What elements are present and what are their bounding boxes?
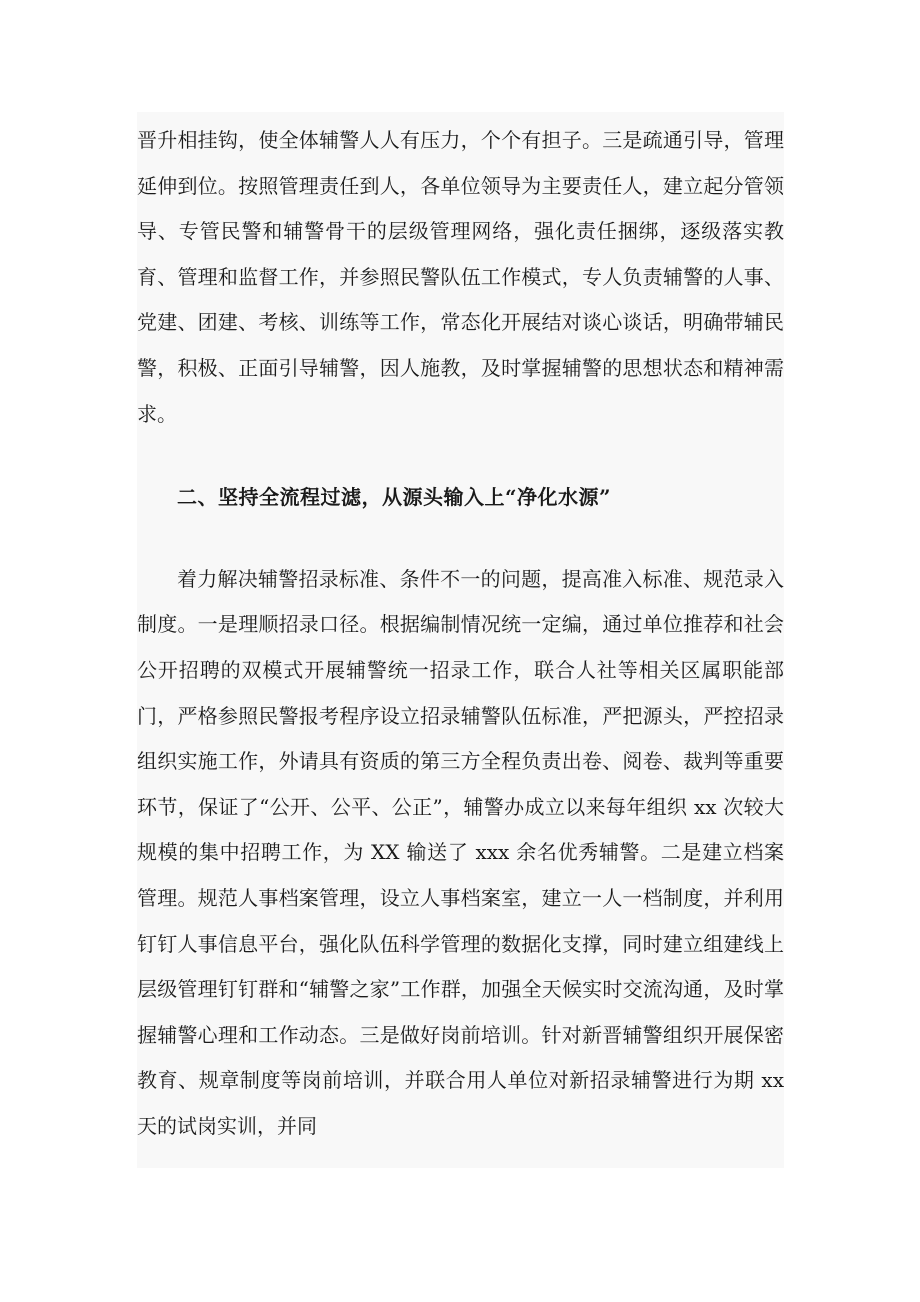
paragraph-continued: 晋升相挂钩，使全体辅警人人有压力，个个有担子。三是疏通引导，管理延伸到位。按照管理责任到人，各单位领导为主要责任人，建立起分管领导、专管民警和辅警骨干的层级管理网络，强化责任捆绑，逐级落实教育、管理和监督工作，并参照民警队伍工作模式，专人负责辅警的人事、党建、团建、考核、训练等工作，常态化开展结对谈心谈话，明确带辅民警，积极、正面引导辅警，因人施教，及时掌握辅警的思想状态和精神需求。 [137, 128, 784, 426]
section-heading: 二、坚持全流程过滤，从源头输入上“净化水源” [177, 485, 612, 510]
paragraph-body: 着力解决辅警招录标准、条件不一的问题，提高准入标准、规范录入制度。一是理顺招录口径。根据编制情况统一定编，通过单位推荐和社会公开招聘的双模式开展辅警统一招录工作，联合人社等相关区属职能部门，严格参照民警报考程序设立招录辅警队伍标准，严把源头，严控招录组织实施工作，外请具有资质的第三方全程负责出卷、阅卷、裁判等重要环节，保证了“公开、公平、公正”，辅警办成立以来每年组织 xx 次较大规模的集中招聘工作，为 XX 输送了 xxx 余名优秀辅警。二是建立档案管理。规范人事档案管理，设立人事档案室，建立一人一档制度，并利用钉钉人事信息平台，强化队伍科学管理的数据化支撑，同时建立组建线上层级管理钉钉群和“辅警之家”工作群，加强全天候实时交流沟通，及时掌握辅警心理和工作动态。三是做好岗前培训。针对新晋辅警组织开展保密教育、规章制度等岗前培训，并联合用人单位对新招录辅警进行为期 xx 天的试岗实训，并同 [137, 566, 784, 1138]
document-body [137, 112, 784, 1168]
